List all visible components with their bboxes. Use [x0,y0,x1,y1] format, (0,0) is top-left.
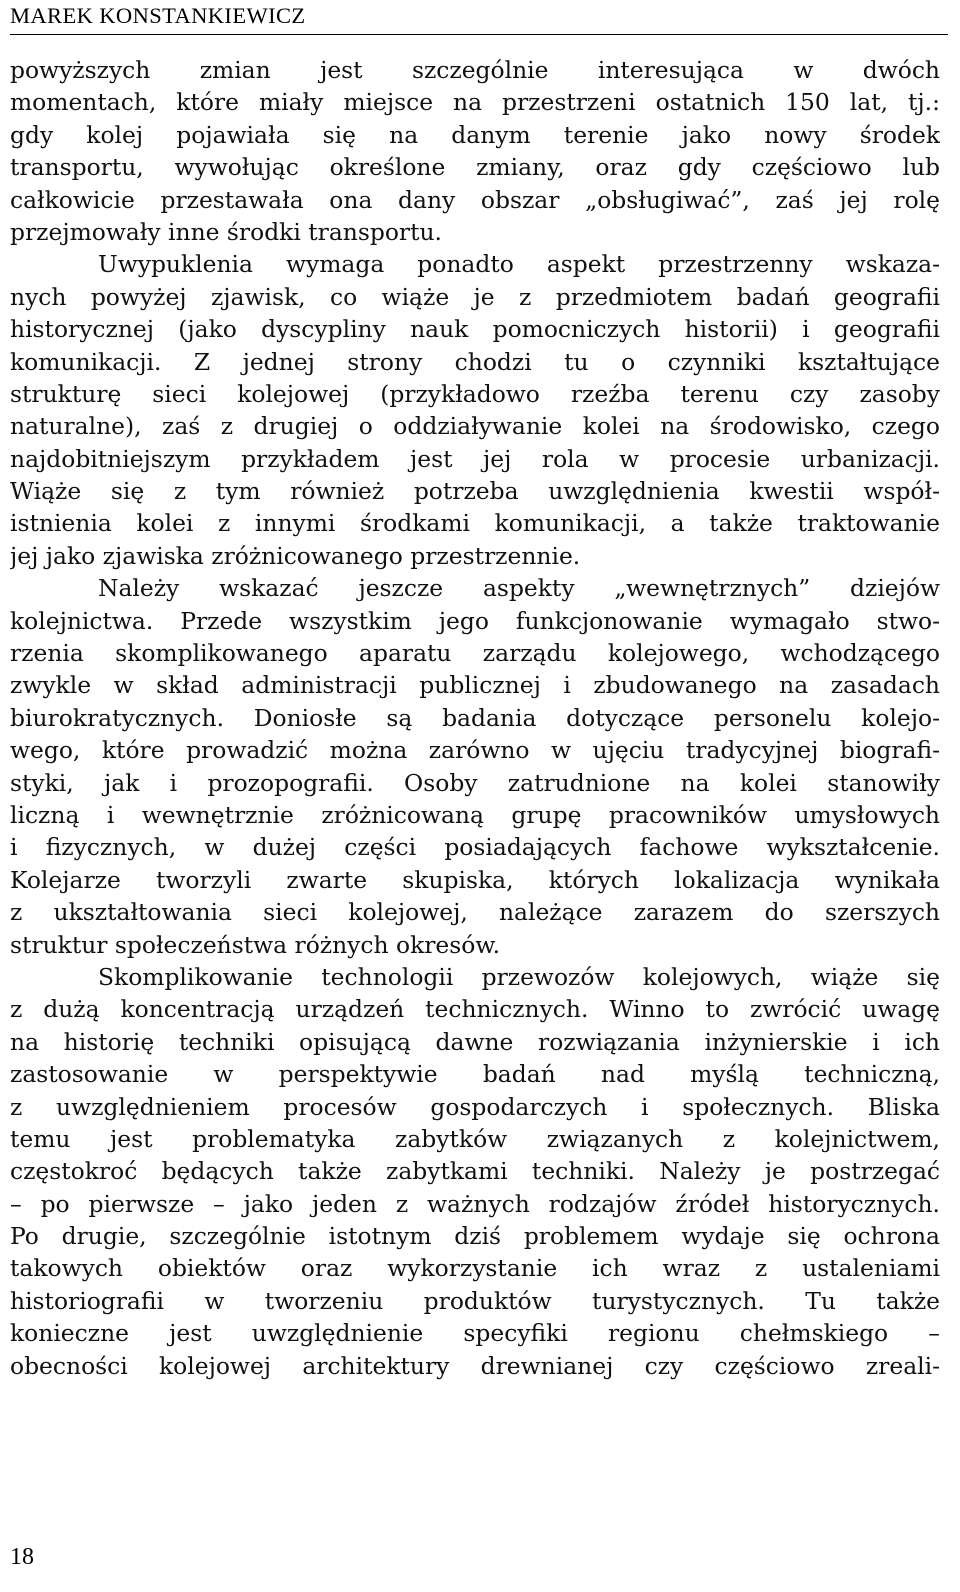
text-line: najdobitniejszym przykładem jest jej rola w procesie urbanizacji. [10,444,940,473]
text-line: styki, jak i prozopografii. Osoby zatrudnione na kolei stanowiły [10,768,940,797]
text-line: rzenia skomplikowanego aparatu zarządu kolejowego, wchodzącego [10,639,940,668]
text-line: częstokroć będących także zabytkami techniki. Należy je postrzegać [10,1157,940,1186]
text-line: Kolejarze tworzyli zwarte skupiska, których lokalizacja wynikała [10,865,940,894]
text-line: Skomplikowanie technologii przewozów kolejowych, wiąże się [98,962,940,991]
text-line: istnienia kolei z innymi środkami komunikacji, a także traktowanie [10,509,940,538]
text-line: momentach, które miały miejsce na przestrzeni ostatnich 150 lat, tj.: [10,88,940,117]
text-line: nych powyżej zjawisk, co wiąże je z przedmiotem badań geografii [10,282,940,311]
text-line: temu jest problematyka zabytków związanych z kolejnictwem, [10,1124,940,1153]
text-line: zastosowanie w perspektywie badań nad myślą techniczną, [10,1060,940,1089]
text-line: konieczne jest uwzględnienie specyfiki regionu chełmskiego – [10,1319,940,1348]
text-line: gdy kolej pojawiała się na danym terenie jako nowy środek [10,120,940,149]
page-number: 18 [10,1544,34,1570]
running-header [10,0,948,35]
text-line: struktur społeczeństwa różnych okresów. [10,930,501,959]
text-line: jej jako zjawiska zróżnicowanego przestrzennie. [10,541,581,570]
text-line: takowych obiektów oraz wykorzystanie ich wraz z ustaleniami [10,1254,940,1283]
text-line: całkowicie przestawała ona dany obszar „obsługiwać”, zaś jej rolę [10,185,940,214]
text-line: transportu, wywołując określone zmiany, oraz gdy częściowo lub [10,153,940,182]
body-text [10,54,940,1382]
running-title: MAREK KONSTANKIEWICZ [10,3,306,28]
text-line: liczną i wewnętrznie zróżnicowaną grupę pracowników umysłowych [10,800,940,829]
text-line: na historię techniki opisującą dawne rozwiązania inżynierskie i ich [10,1027,940,1056]
text-line: biurokratycznych. Doniosłe są badania dotyczące personelu kolejo- [10,703,940,732]
text-line: z dużą koncentracją urządzeń technicznych. Winno to zwrócić uwagę [10,995,940,1024]
text-line: zwykle w skład administracji publicznej i zbudowanego na zasadach [10,671,940,700]
text-line: wego, które prowadzić można zarówno w ujęciu tradycyjnej biografi- [10,736,940,765]
text-line: i fizycznych, w dużej części posiadających fachowe wykształcenie. [10,833,940,862]
text-line: obecności kolejowej architektury drewnianej czy częściowo zreali- [10,1351,940,1380]
text-line: historycznej (jako dyscypliny nauk pomocniczych historii) i geografii [10,315,940,344]
text-line: kolejnictwa. Przede wszystkim jego funkcjonowanie wymagało stwo- [10,606,940,635]
text-line: z ukształtowania sieci kolejowej, należące zarazem do szerszych [10,898,940,927]
text-line: Po drugie, szczególnie istotnym dziś problemem wydaje się ochrona [10,1222,940,1251]
text-line: Należy wskazać jeszcze aspekty „wewnętrznych” dziejów [98,574,940,603]
text-line: historiografii w tworzeniu produktów turystycznych. Tu także [10,1286,940,1315]
text-line: przejmowały inne środki transportu. [10,217,442,246]
text-line: komunikacji. Z jednej strony chodzi tu o czynniki kształtujące [10,347,940,376]
text-line: z uwzględnieniem procesów gospodarczych i społecznych. Bliska [10,1092,940,1121]
text-line: powyższych zmian jest szczególnie interesująca w dwóch [10,56,940,84]
text-line: strukturę sieci kolejowej (przykładowo rzeźba terenu czy zasoby [10,379,940,408]
text-line: naturalne), zaś z drugiej o oddziaływanie kolei na środowisko, czego [10,412,940,441]
text-line: Uwypuklenia wymaga ponadto aspekt przestrzenny wskaza- [98,250,940,279]
text-line: – po pierwsze – jako jeden z ważnych rodzajów źródeł historycznych. [10,1189,940,1218]
text-line: Wiąże się z tym również potrzeba uwzględnienia kwestii współ- [10,477,940,506]
